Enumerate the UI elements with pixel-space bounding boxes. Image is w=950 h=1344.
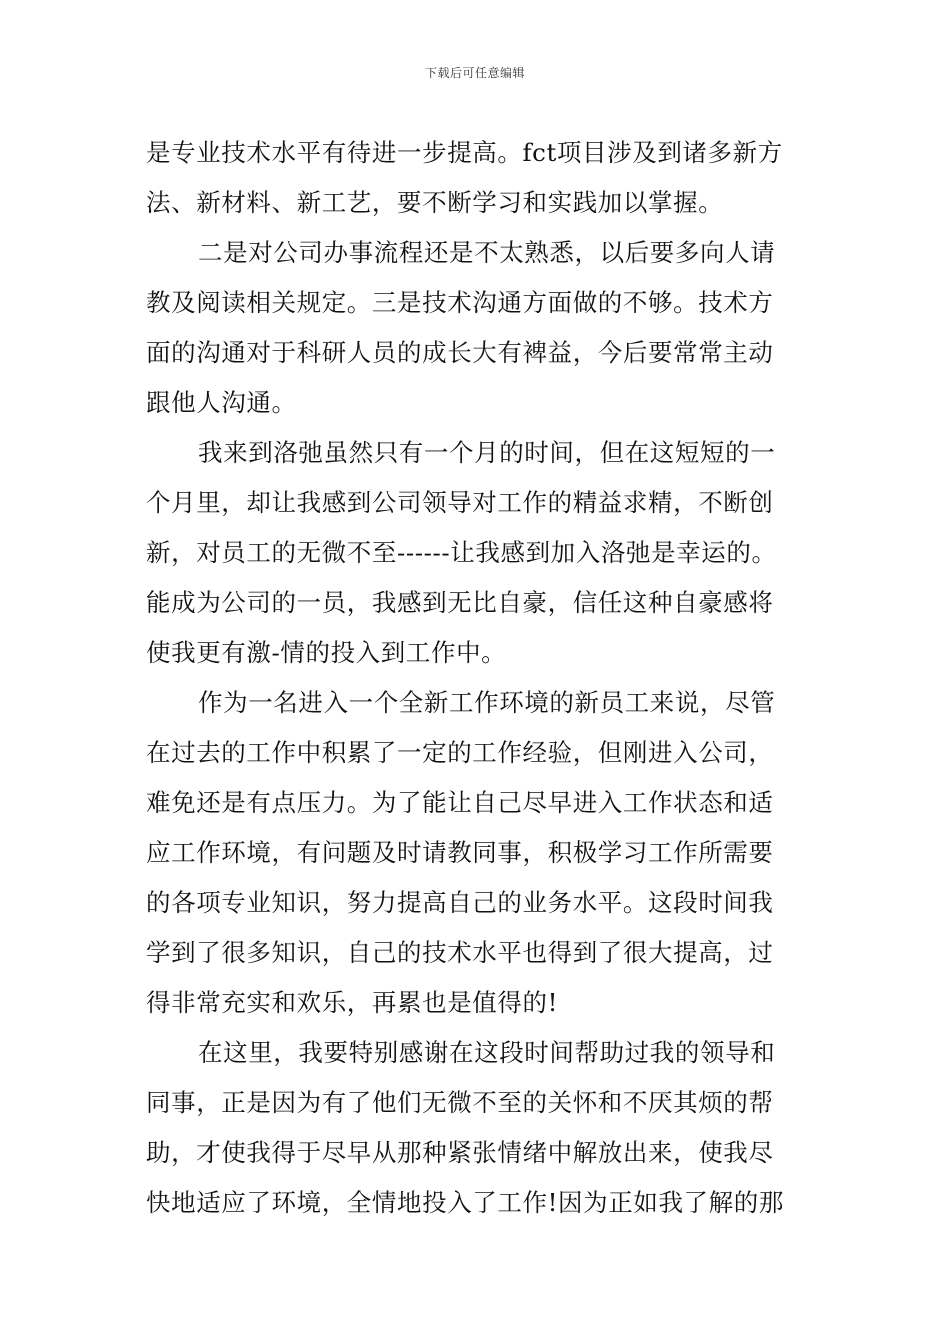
page-header-note: 下载后可任意编辑 (424, 66, 525, 80)
paragraph-start-line: 我来到洛弛虽然只有一个月的时间，但在这短短的一 (198, 438, 776, 467)
text-line: 学到了很多知识，自己的技术水平也得到了很大提高，过 (146, 938, 774, 967)
text-line: 助，才使我得于尽早从那种紧张情绪中解放出来，使我尽 (146, 1138, 774, 1167)
text-line: 新，对员工的无微不至------让我感到加入洛弛是幸运的。 (146, 538, 777, 567)
document-body (146, 128, 810, 1228)
text-line: 个月里，却让我感到公司领导对工作的精益求精，不断创 (146, 488, 774, 517)
text-line: 法、新材料、新工艺，要不断学习和实践加以掌握。 (146, 188, 724, 217)
text-line: 得非常充实和欢乐，再累也是值得的! (146, 988, 559, 1017)
text-line: 是专业技术水平有待进一步提高。fct项目涉及到诸多新方 (146, 138, 783, 167)
text-line: 应工作环境，有问题及时请教同事，积极学习工作所需要 (146, 838, 774, 867)
text-line: 难免还是有点压力。为了能让自己尽早进入工作状态和适 (146, 788, 774, 817)
text-line: 跟他人沟通。 (146, 388, 297, 417)
text-line: 同事，正是因为有了他们无微不至的关怀和不厌其烦的帮 (146, 1088, 774, 1117)
text-line: 快地适应了环境，全情地投入了工作!因为正如我了解的那 (146, 1188, 784, 1217)
text-line: 教及阅读相关规定。三是技术沟通方面做的不够。技术方 (146, 288, 774, 317)
text-line: 的各项专业知识，努力提高自己的业务水平。这段时间我 (146, 888, 774, 917)
text-line: 能成为公司的一员，我感到无比自豪，信任这种自豪感将 (146, 588, 774, 617)
text-line: 面的沟通对于科研人员的成长大有裨益，今后要常常主动 (146, 338, 774, 367)
paragraph-start-line: 作为一名进入一个全新工作环境的新员工来说，尽管 (198, 688, 776, 717)
text-line: 使我更有激-情的投入到工作中。 (146, 638, 507, 667)
text-line: 在过去的工作中积累了一定的工作经验，但刚进入公司， (146, 738, 774, 767)
paragraph-start-line: 在这里，我要特别感谢在这段时间帮助过我的领导和 (198, 1038, 776, 1067)
paragraph-start-line: 二是对公司办事流程还是不太熟悉，以后要多向人请 (198, 238, 776, 267)
